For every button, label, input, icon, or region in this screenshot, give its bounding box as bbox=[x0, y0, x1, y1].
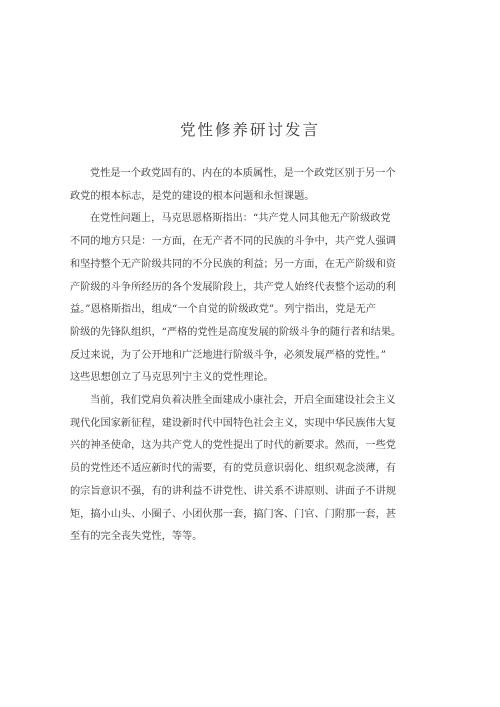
document-body bbox=[70, 163, 422, 549]
paragraph-line: 矩，搞小山头、小圈子、小团伙那一套，搞门客、门官、门附那一套，甚 bbox=[70, 508, 396, 520]
paragraph-line: 益。”恩格斯指出，组成“一个自觉的阶级政党”。列宁指出，党是无产 bbox=[70, 304, 376, 316]
paragraph-3 bbox=[70, 390, 422, 549]
paragraph-line: 这些思想创立了马克思列宁主义的党性理论。 bbox=[70, 372, 274, 384]
paragraph-line: 党性是一个政党固有的、内在的本质属性，是一个政党区别于另一个 bbox=[90, 168, 396, 179]
paragraph-line: 在党性问题上，马克思恩格斯指出：“共产党人同其他无产阶级政党 bbox=[90, 213, 391, 225]
paragraph-line: 反过来说，为了公开地和广泛地进行阶级斗争，必须发展严格的党性。” bbox=[70, 349, 386, 361]
paragraph-line: 政党的根本标志，是党的建设的根本问题和永恒课题。 bbox=[70, 190, 315, 202]
paragraph-line: 阶级的先锋队组织，“严格的党性是高度发展的阶级斗争的随行者和结果。 bbox=[70, 326, 402, 338]
paragraph-line: 当前，我们党肩负着决胜全面建成小康社会，开启全面建设社会主义 bbox=[90, 395, 396, 407]
paragraph-line: 和坚持整个无产阶级共同的不分民族的利益；另一方面，在无产阶级和资 bbox=[70, 258, 396, 270]
paragraph-line: 兴的神圣使命，这为共产党人的党性提出了时代的新要求。然而，一些党 bbox=[70, 440, 396, 452]
paragraph-line: 的宗旨意识不强，有的讲利益不讲党性、讲关系不讲原则、讲面子不讲规 bbox=[70, 485, 396, 497]
paragraph-line: 现代化国家新征程，建设新时代中国特色社会主义，实现中华民族伟大复 bbox=[70, 417, 396, 429]
paragraph-1 bbox=[70, 163, 422, 208]
paragraph-2 bbox=[70, 208, 422, 390]
paragraph-line: 至有的完全丧失党性，等等。 bbox=[70, 531, 203, 543]
paragraph-line: 不同的地方只是：一方面，在无产者不同的民族的斗争中，共产党人强调 bbox=[70, 236, 396, 248]
document-title: 党性修养研讨发言 bbox=[179, 121, 320, 139]
paragraph-line: 员的党性还不适应新时代的需要，有的党员意识弱化、组织观念淡薄，有 bbox=[70, 463, 396, 475]
paragraph-line: 产阶级的斗争所经历的各个发展阶段上，共产党人始终代表整个运动的利 bbox=[70, 281, 396, 293]
